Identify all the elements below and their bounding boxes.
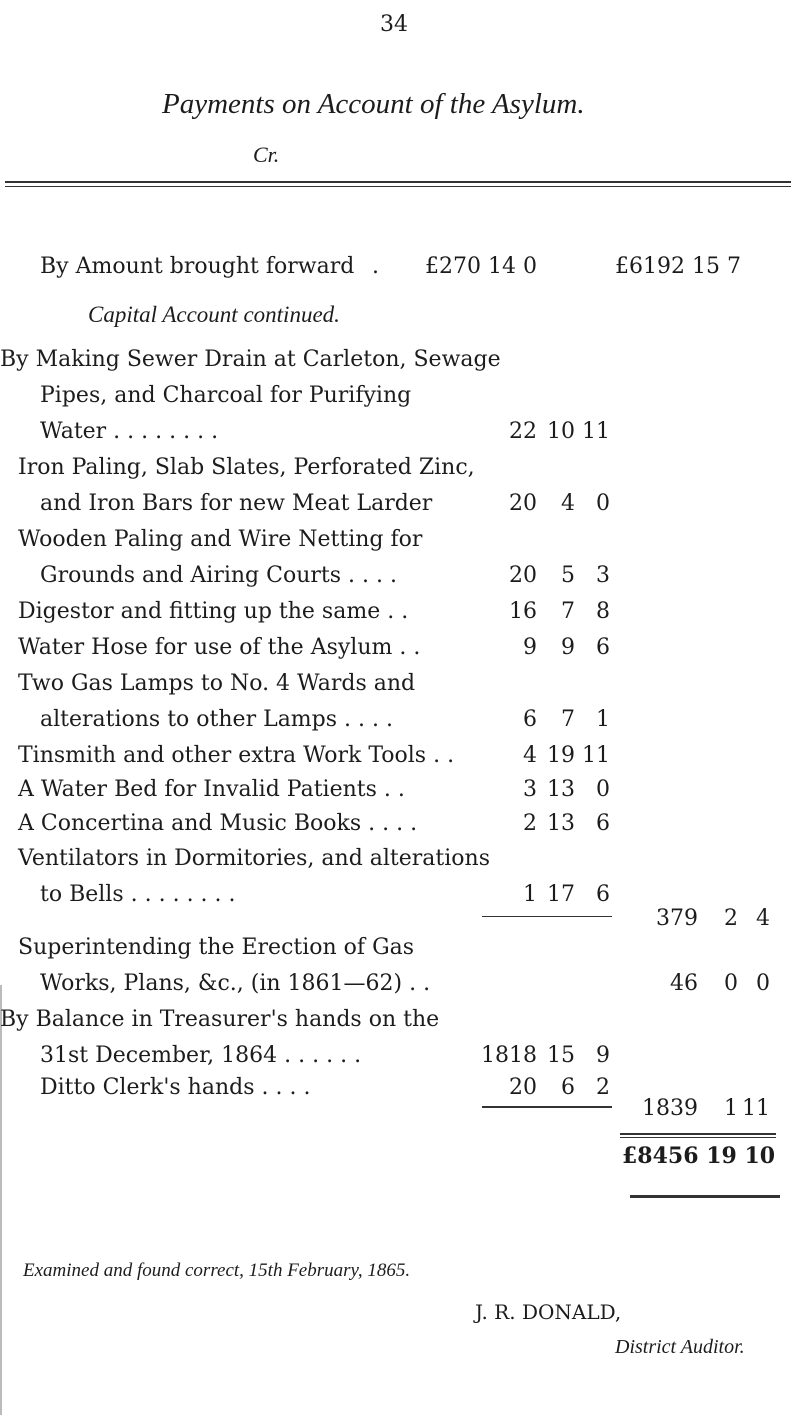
item-pounds: 6 [523, 707, 537, 732]
item-line: Iron Paling, Slab Slates, Perforated Zinc, [18, 455, 475, 480]
item-pounds: 20 [509, 491, 537, 516]
item-shillings: 13 [547, 777, 575, 802]
grand-total: £8456 19 10 [622, 1143, 776, 1169]
balance-pence: 9 [596, 1043, 610, 1068]
item-line: to Bells . . . . . . . . [40, 882, 236, 907]
item-pence: 3 [596, 563, 610, 588]
item-pence: 0 [596, 777, 610, 802]
balance-line: Ditto Clerk's hands . . . . [40, 1075, 311, 1100]
item-line: Tinsmith and other extra Work Tools . . [18, 743, 455, 768]
item-line: Water . . . . . . . . [40, 419, 219, 444]
item-shillings: 19 [547, 743, 575, 768]
superintending-pence: 0 [756, 971, 770, 996]
brought-forward-amount: £270 14 0 [425, 254, 537, 279]
item-pounds: 22 [509, 419, 537, 444]
item-pence: 11 [582, 743, 610, 768]
auditor-name: J. R. DONALD, [475, 1300, 622, 1324]
items-sum-rule [482, 916, 612, 917]
balance-subtotal-shillings: 1 [724, 1096, 738, 1121]
item-pence: 6 [596, 811, 610, 836]
balance-shillings: 6 [561, 1075, 575, 1100]
item-pence: 1 [596, 707, 610, 732]
auditor-title: District Auditor. [615, 1336, 745, 1358]
item-shillings: 17 [547, 882, 575, 907]
item-pence: 6 [596, 635, 610, 660]
item-shillings: 13 [547, 811, 575, 836]
item-pounds: 20 [509, 563, 537, 588]
balance-pounds: 1818 [481, 1043, 537, 1068]
item-line: Wooden Paling and Wire Netting for [18, 527, 423, 552]
total-rule-top [620, 1133, 776, 1135]
balance-line: By Balance in Treasurer's hands on the [0, 1007, 440, 1032]
total-rule-bottom [630, 1195, 780, 1198]
item-pounds: 9 [523, 635, 537, 660]
examined-note: Examined and found correct, 15th February, 1865. [23, 1260, 411, 1281]
header-rule-top [5, 181, 791, 183]
superintending-line: Superintending the Erection of Gas [18, 935, 415, 960]
item-line: Water Hose for use of the Asylum . . [18, 635, 421, 660]
item-pounds: 1 [523, 882, 537, 907]
balance-line: 31st December, 1864 . . . . . . [40, 1043, 362, 1068]
item-line: Grounds and Airing Courts . . . . [40, 563, 397, 588]
item-pounds: 4 [523, 743, 537, 768]
item-pence: 0 [596, 491, 610, 516]
item-line: Two Gas Lamps to No. 4 Wards and [18, 671, 416, 696]
item-shillings: 9 [561, 635, 575, 660]
item-line: Ventilators in Dormitories, and alterations [18, 846, 490, 871]
item-line: alterations to other Lamps . . . . [40, 707, 393, 732]
superintending-shillings: 0 [724, 971, 738, 996]
capital-subtotal-pence: 4 [756, 906, 770, 931]
item-pounds: 2 [523, 811, 537, 836]
balance-pence: 2 [596, 1075, 610, 1100]
page-number: 34 [380, 12, 408, 37]
balance-subtotal-pence: 11 [742, 1096, 770, 1121]
item-shillings: 5 [561, 563, 575, 588]
brought-forward-dot: . [372, 254, 379, 279]
header-rule-bottom [5, 186, 791, 187]
page-title: Payments on Account of the Asylum. [162, 88, 585, 120]
item-shillings: 4 [561, 491, 575, 516]
total-rule-top-2 [620, 1137, 776, 1138]
item-pence: 6 [596, 882, 610, 907]
brought-forward-label: By Amount brought forward [40, 254, 355, 279]
balance-pounds: 20 [509, 1075, 537, 1100]
item-shillings: 7 [561, 599, 575, 624]
cr-mark: Cr. [253, 142, 280, 167]
superintending-line: Works, Plans, &c., (in 1861—62) . . [40, 971, 431, 996]
capital-subtotal-pounds: 379 [656, 906, 698, 931]
item-line: A Water Bed for Invalid Patients . . [18, 777, 405, 802]
item-line: and Iron Bars for new Meat Larder [40, 491, 433, 516]
capital-subtotal-shillings: 2 [724, 906, 738, 931]
item-shillings: 7 [561, 707, 575, 732]
balance-sum-rule [482, 1106, 612, 1108]
item-line: Pipes, and Charcoal for Purifying [40, 383, 412, 408]
item-pounds: 3 [523, 777, 537, 802]
brought-forward-total: £6192 15 7 [615, 254, 741, 279]
item-pounds: 16 [509, 599, 537, 624]
page-edge-shadow [0, 985, 2, 1415]
item-line: A Concertina and Music Books . . . . [18, 811, 418, 836]
item-line: By Making Sewer Drain at Carleton, Sewage [0, 347, 501, 372]
item-pence: 8 [596, 599, 610, 624]
item-line: Digestor and fitting up the same . . [18, 599, 409, 624]
balance-subtotal-pounds: 1839 [642, 1096, 698, 1121]
section-heading: Capital Account continued. [88, 302, 340, 327]
superintending-pounds: 46 [670, 971, 698, 996]
item-shillings: 10 [547, 419, 575, 444]
balance-shillings: 15 [547, 1043, 575, 1068]
item-pence: 11 [582, 419, 610, 444]
